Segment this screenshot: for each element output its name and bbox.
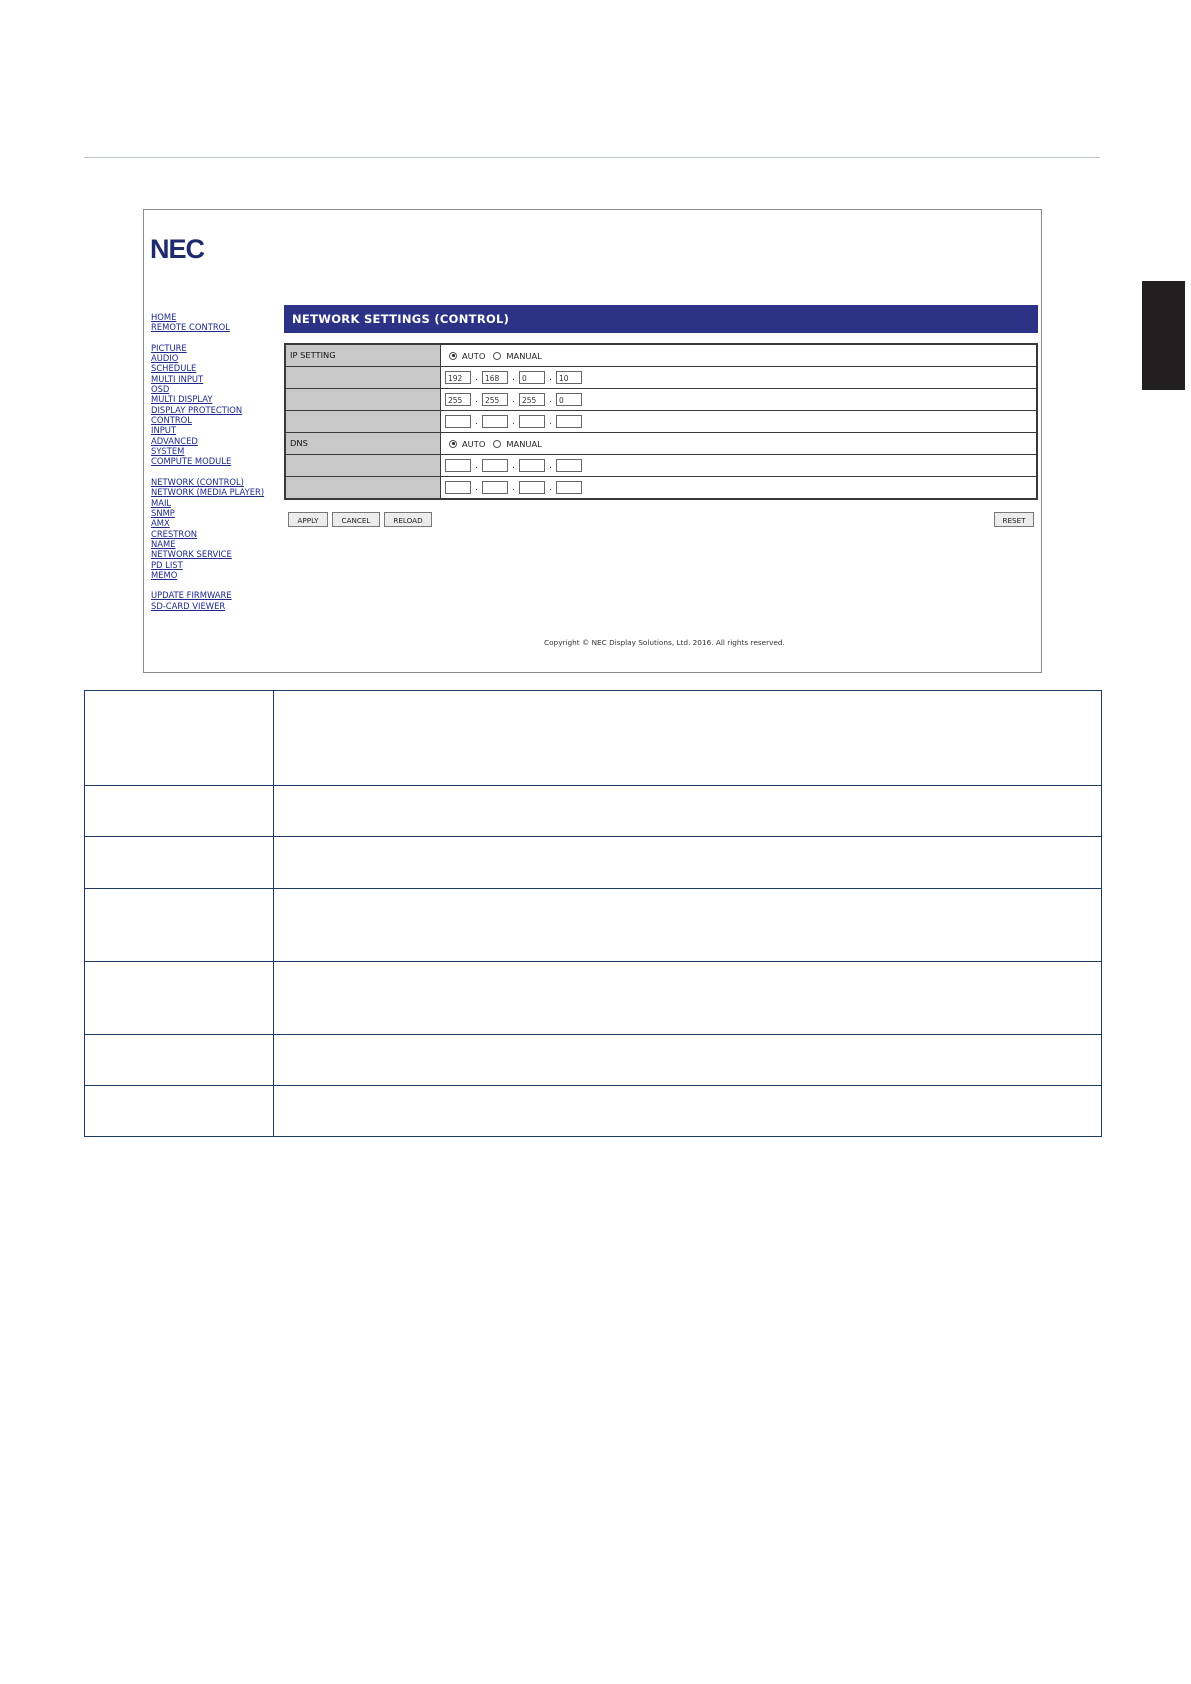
ip-separator: . <box>475 394 478 405</box>
chapter-tab <box>1142 281 1185 390</box>
description-text-cell <box>274 1086 1101 1136</box>
settings-row-label <box>286 367 441 388</box>
nav-link-advanced[interactable]: ADVANCED <box>151 435 198 446</box>
description-name-cell <box>85 962 274 1034</box>
nav-link-system[interactable]: SYSTEM <box>151 446 185 457</box>
description-text-cell <box>274 691 1101 785</box>
nav-link-display-protection[interactable]: DISPLAY PROTECTION <box>151 404 243 415</box>
radio-auto[interactable] <box>449 352 457 360</box>
description-name-cell <box>85 691 274 785</box>
settings-row-label: DNS <box>286 433 441 454</box>
settings-row-value <box>441 367 1036 388</box>
radio-auto[interactable] <box>449 440 457 448</box>
ip-octet-input[interactable] <box>482 481 508 494</box>
description-row <box>85 691 1101 786</box>
network-settings-panel <box>284 305 1038 528</box>
settings-row <box>286 345 1036 367</box>
panel-title: NETWORK SETTINGS (CONTROL) <box>284 305 1038 333</box>
nav-link-osd[interactable]: OSD <box>151 384 170 395</box>
ip-octet-input[interactable] <box>519 459 545 472</box>
button-row <box>284 512 1038 528</box>
ip-octet-input[interactable]: 255 <box>482 393 508 406</box>
cancel-button[interactable]: CANCEL <box>332 512 380 527</box>
ip-octet-input[interactable]: 255 <box>445 393 471 406</box>
description-row <box>85 786 1101 837</box>
description-name-cell <box>85 889 274 961</box>
ip-separator: . <box>475 372 478 383</box>
radio-label-auto: AUTO <box>462 350 486 361</box>
nav-link-memo[interactable]: MEMO <box>151 569 178 580</box>
nav-link-picture[interactable]: PICTURE <box>151 342 187 353</box>
nav-link-sd-card-viewer[interactable]: SD-CARD VIEWER <box>151 600 226 611</box>
apply-button[interactable]: APPLY <box>288 512 328 527</box>
description-name-cell <box>85 837 274 888</box>
reload-button[interactable]: RELOAD <box>384 512 432 527</box>
nav-link-network-service[interactable]: NETWORK SERVICE <box>151 549 232 560</box>
settings-table <box>284 343 1038 500</box>
ip-separator: . <box>512 372 515 383</box>
ip-separator: . <box>475 416 478 427</box>
ip-separator: . <box>475 460 478 471</box>
nav-group <box>151 312 281 333</box>
ip-separator: . <box>549 372 552 383</box>
radio-manual[interactable] <box>493 440 501 448</box>
settings-row-value <box>441 411 1036 432</box>
ip-separator: . <box>549 394 552 405</box>
ip-separator: . <box>475 482 478 493</box>
ip-separator: . <box>549 460 552 471</box>
ip-octet-input[interactable]: 0 <box>519 371 545 384</box>
description-row <box>85 889 1101 962</box>
radio-manual[interactable] <box>493 352 501 360</box>
nav-link-pd-list[interactable]: PD LIST <box>151 559 183 570</box>
ip-octet-input[interactable] <box>556 481 582 494</box>
ip-separator: . <box>549 416 552 427</box>
ip-separator: . <box>512 460 515 471</box>
radio-label-auto: AUTO <box>462 438 486 449</box>
ip-separator: . <box>512 482 515 493</box>
ip-octet-input[interactable] <box>519 481 545 494</box>
settings-row <box>286 411 1036 433</box>
settings-row <box>286 389 1036 411</box>
ip-octet-input[interactable]: 255 <box>519 393 545 406</box>
sidebar-nav <box>151 312 281 621</box>
nav-link-remote-control[interactable]: REMOTE CONTROL <box>151 322 230 333</box>
ip-octet-input[interactable] <box>556 459 582 472</box>
nav-link-compute-module[interactable]: COMPUTE MODULE <box>151 456 232 467</box>
nav-link-network-media-player[interactable]: NETWORK (MEDIA PLAYER) <box>151 487 265 498</box>
ip-separator: . <box>549 482 552 493</box>
settings-row-value <box>441 477 1036 498</box>
nav-link-multi-display[interactable]: MULTI DISPLAY <box>151 394 213 405</box>
description-name-cell <box>85 1086 274 1136</box>
ip-octet-input[interactable] <box>445 415 471 428</box>
nav-link-crestron[interactable]: CRESTRON <box>151 528 198 539</box>
ip-octet-input[interactable] <box>445 459 471 472</box>
settings-row <box>286 433 1036 455</box>
description-text-cell <box>274 962 1101 1034</box>
description-text-cell <box>274 1035 1101 1085</box>
nav-group <box>151 590 281 611</box>
settings-row-label: IP SETTING <box>286 345 441 366</box>
description-name-cell <box>85 786 274 836</box>
nav-link-mail[interactable]: MAIL <box>151 497 172 508</box>
nav-link-amx[interactable]: AMX <box>151 518 170 529</box>
nav-link-control[interactable]: CONTROL <box>151 415 192 426</box>
description-text-cell <box>274 889 1101 961</box>
browser-screenshot-frame <box>143 209 1042 673</box>
description-text-cell <box>274 786 1101 836</box>
reset-button[interactable]: RESET <box>994 512 1034 527</box>
nav-link-multi-input[interactable]: MULTI INPUT <box>151 373 204 384</box>
description-name-cell <box>85 1035 274 1085</box>
top-divider <box>84 157 1100 158</box>
radio-label-manual: MANUAL <box>506 350 542 361</box>
ip-octet-input[interactable] <box>556 415 582 428</box>
settings-row-value <box>441 455 1036 476</box>
nav-group <box>151 477 281 580</box>
nav-link-network-control[interactable]: NETWORK (CONTROL) <box>151 476 244 487</box>
settings-row <box>286 477 1036 498</box>
ip-separator: . <box>512 416 515 427</box>
settings-row-label <box>286 411 441 432</box>
ip-octet-input[interactable] <box>445 481 471 494</box>
radio-label-manual: MANUAL <box>506 438 542 449</box>
description-row <box>85 837 1101 889</box>
description-row <box>85 1035 1101 1086</box>
description-row <box>85 1086 1101 1136</box>
ip-octet-input[interactable] <box>482 415 508 428</box>
settings-row-label <box>286 455 441 476</box>
nav-group <box>151 343 281 467</box>
ip-octet-input[interactable]: 192 <box>445 371 471 384</box>
ip-octet-input[interactable]: 10 <box>556 371 582 384</box>
copyright-text: Copyright © NEC Display Solutions, Ltd. 2016. All rights reserved. <box>544 638 785 647</box>
nav-link-input[interactable]: INPUT <box>151 425 177 436</box>
nav-link-update-firmware[interactable]: UPDATE FIRMWARE <box>151 590 232 601</box>
nec-logo: NEC <box>150 234 205 264</box>
settings-row-value <box>441 389 1036 410</box>
settings-row-value <box>441 433 1036 454</box>
nav-link-home[interactable]: HOME <box>151 312 177 322</box>
description-table <box>84 690 1102 1137</box>
nav-link-name[interactable]: NAME <box>151 538 176 549</box>
settings-row-label <box>286 389 441 410</box>
nav-link-schedule[interactable]: SCHEDULE <box>151 363 197 374</box>
settings-row <box>286 455 1036 477</box>
settings-row-label <box>286 477 441 498</box>
settings-row-value <box>441 345 1036 366</box>
ip-octet-input[interactable] <box>482 459 508 472</box>
ip-octet-input[interactable]: 0 <box>556 393 582 406</box>
description-text-cell <box>274 837 1101 888</box>
ip-octet-input[interactable] <box>519 415 545 428</box>
nav-link-audio[interactable]: AUDIO <box>151 353 179 364</box>
ip-octet-input[interactable]: 168 <box>482 371 508 384</box>
ip-separator: . <box>512 394 515 405</box>
description-row <box>85 962 1101 1035</box>
settings-row <box>286 367 1036 389</box>
nav-link-snmp[interactable]: SNMP <box>151 507 175 518</box>
